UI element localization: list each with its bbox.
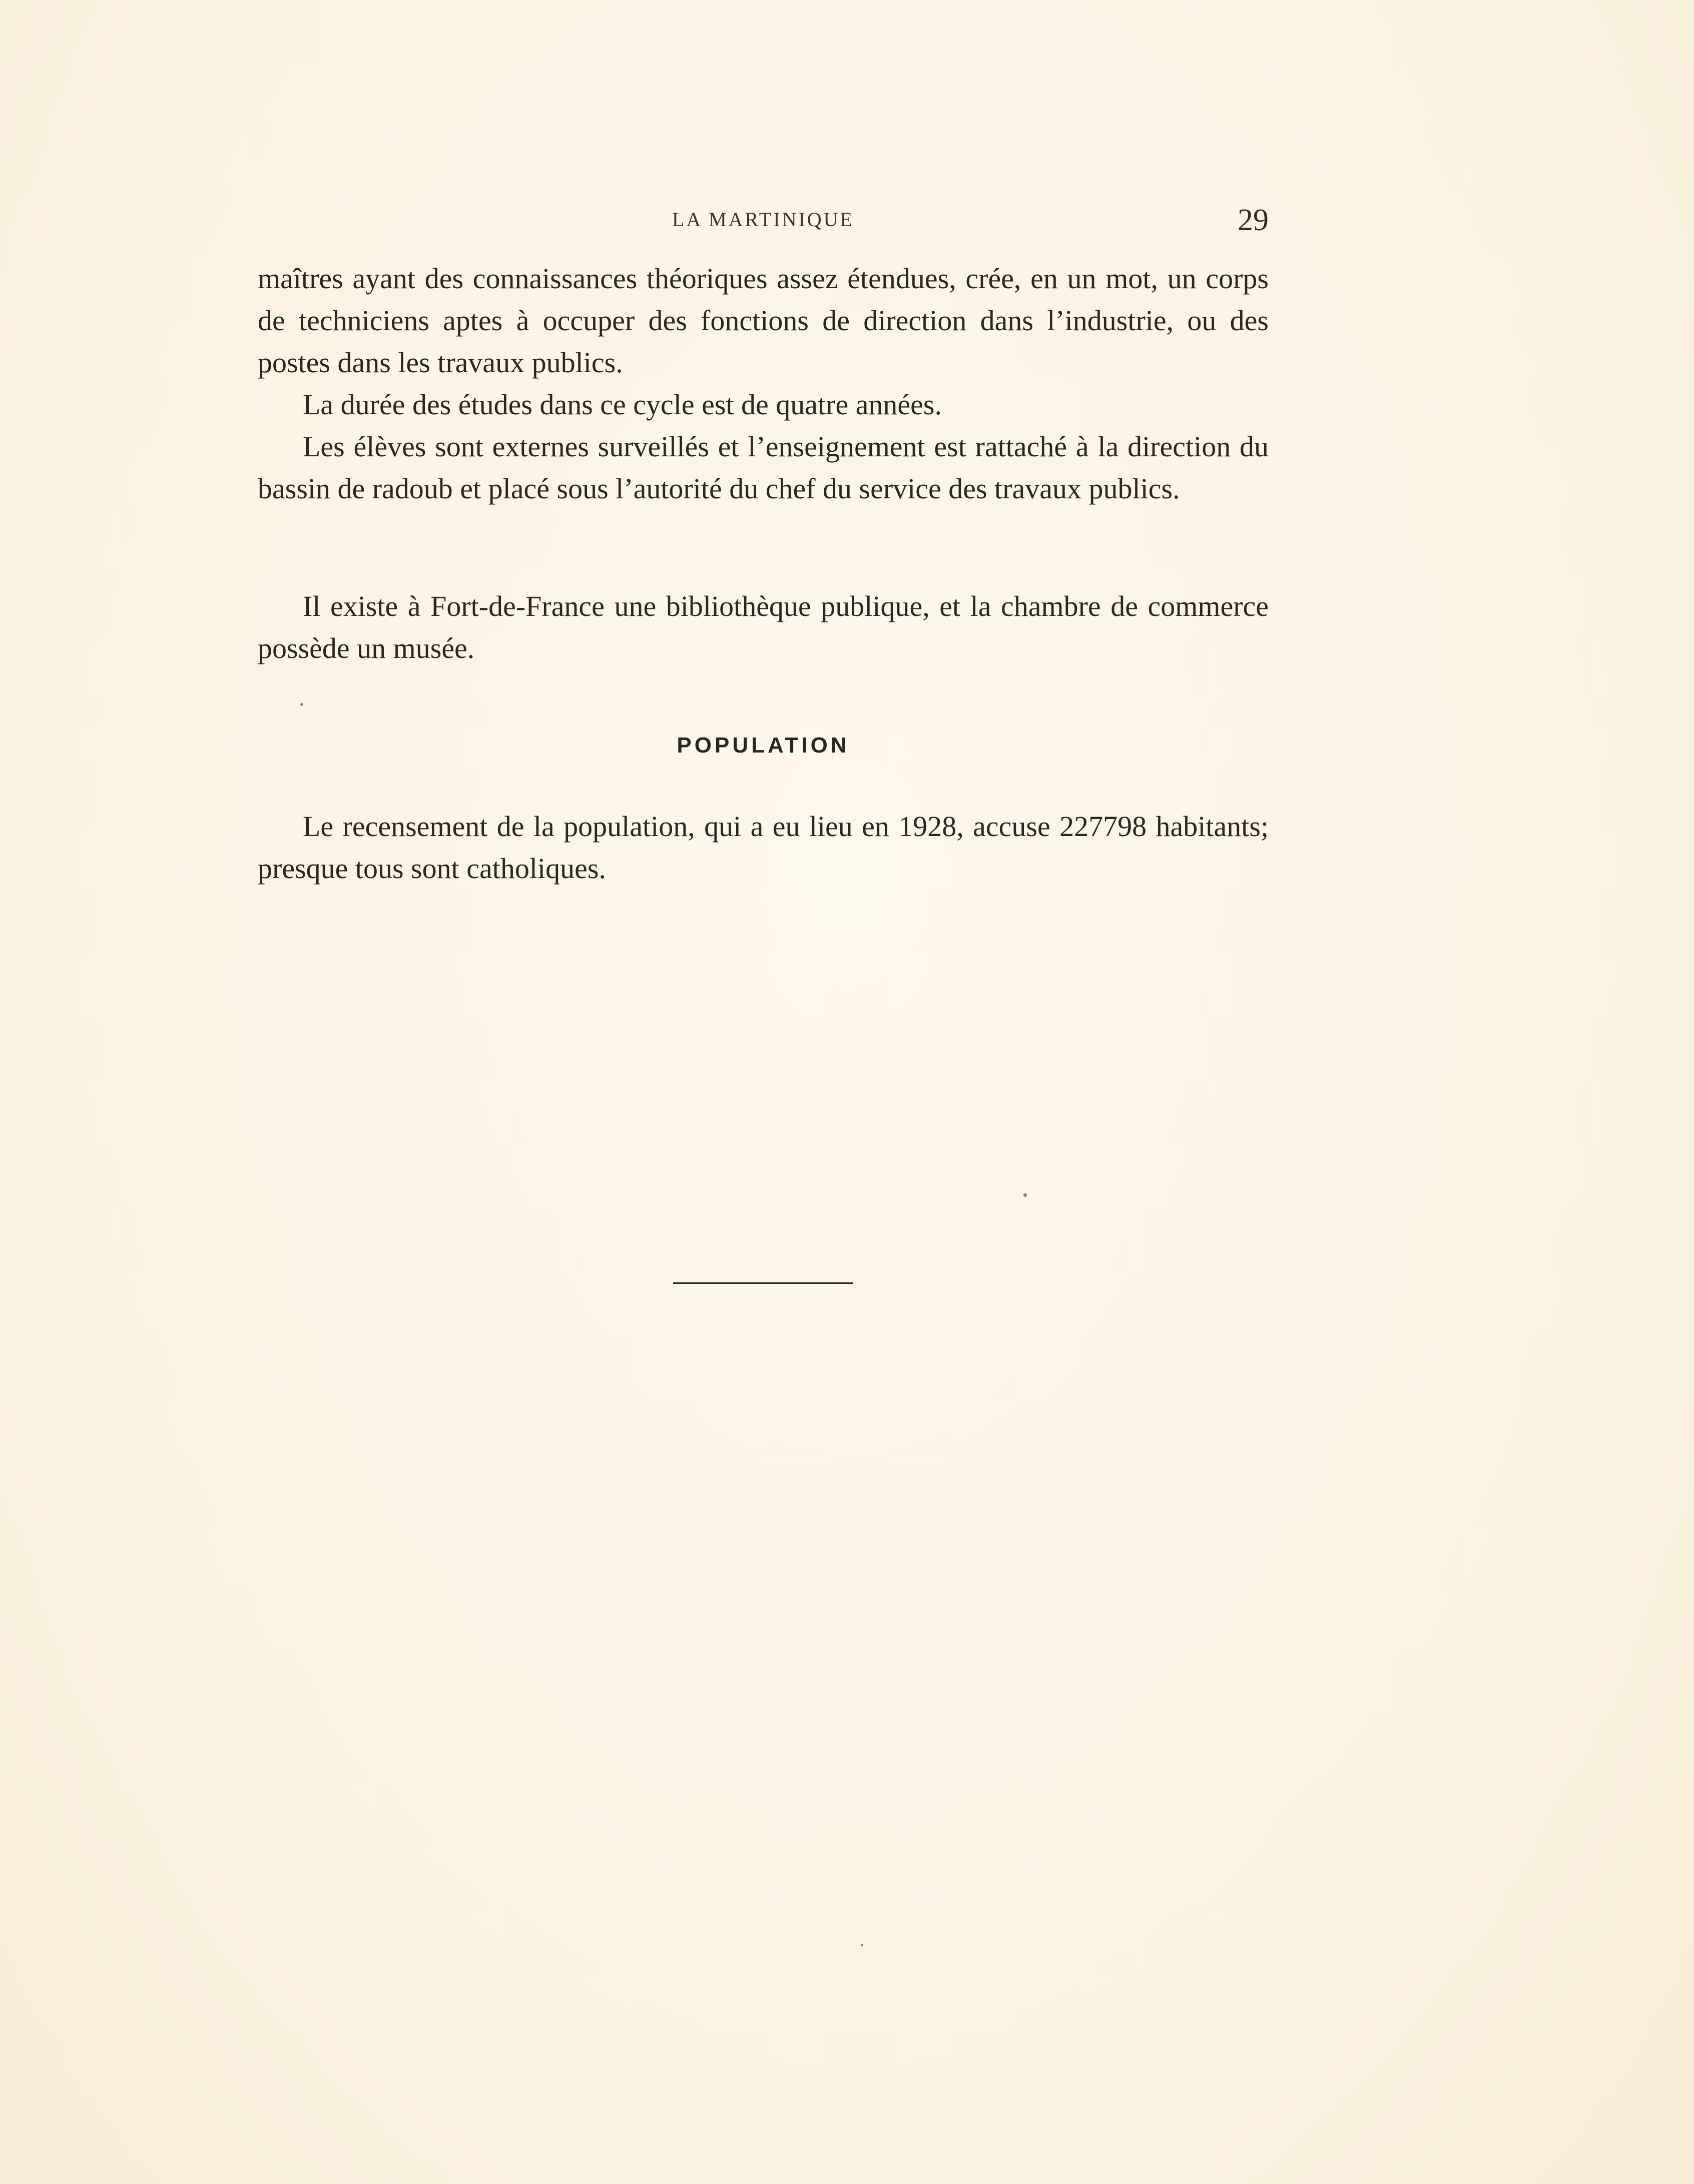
paper-speck (1023, 1193, 1027, 1197)
paragraph-continuation: maîtres ayant des connaissances théoriques assez étendues, crée, en un mot, un corps de techniciens aptes à occuper des fonctions de direction dans l’industrie, ou des postes dans les travaux publics. (258, 262, 1269, 379)
paragraph-students: Les élèves sont externes surveillés et l’enseignement est rattaché à la direction du bassin de radoub et placé sous l’autorité du chef du service des travaux publics. (258, 430, 1269, 505)
paper-speck (861, 1944, 863, 1946)
body-text-top (258, 258, 1269, 510)
body-text-library (258, 585, 1269, 669)
paragraph-duration: La durée des études dans ce cycle est de quatre années. (303, 388, 942, 421)
paper-speck (300, 703, 303, 706)
page-number: 29 (1238, 203, 1269, 237)
running-header (258, 203, 1269, 243)
body-text-population (258, 806, 1269, 890)
running-title: LA MARTINIQUE (672, 208, 854, 231)
paragraph-library: Il existe à Fort-de-France une bibliothèque publique, et la chambre de commerce possède un musée. (258, 590, 1269, 664)
section-heading-population: POPULATION (677, 733, 850, 758)
end-rule-divider (673, 1282, 853, 1284)
paragraph-population: Le recensement de la population, qui a eu lieu en 1928, accuse 227798 habitants; presque tous sont catholiques. (258, 810, 1269, 885)
